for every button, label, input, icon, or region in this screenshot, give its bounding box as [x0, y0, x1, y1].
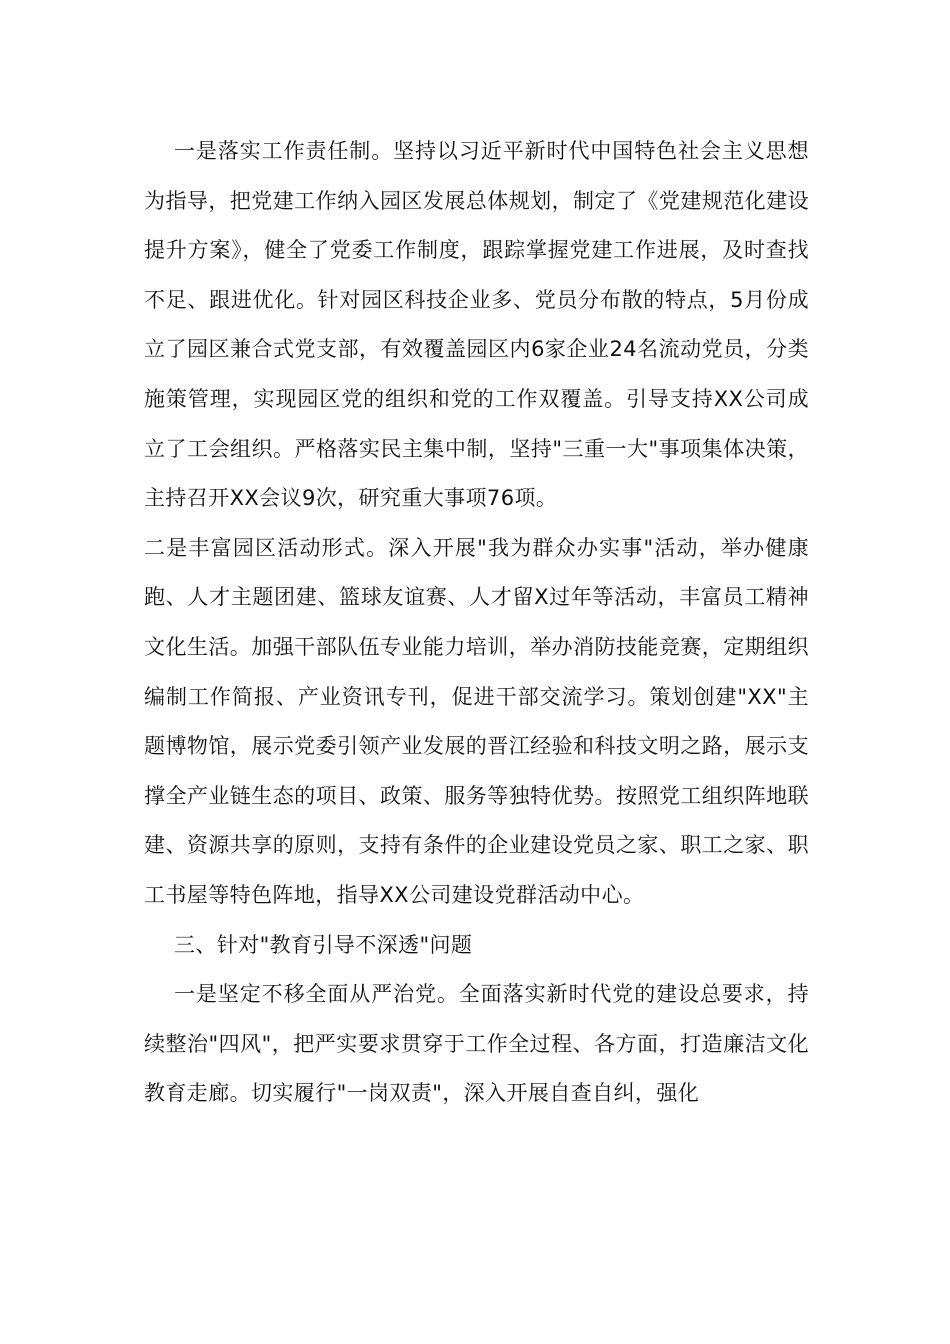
paragraph-responsibility-system: 一是落实工作责任制。坚持以习近平新时代中国特色社会主义思想为指导，把党建工作纳入园区发展总体规划，制定了《党建规范化建设提升方案》，健全了党委工作制度，跟踪掌握党建工作进展，及时查找不足、跟进优化。针对园区科技企业多、党员分布散的特点，5月份成立了园区兼合式党支部，有效覆盖园区内6家企业24名流动党员，分类施策管理，实现园区党的组织和党的工作双覆盖。引导支持XX公司成立了工会组织。严格落实民主集中制，坚持"三重一大"事项集体决策，主持召开XX会议9次，研究重大事项76项。 [144, 139, 809, 511]
section-heading-education-guidance: 三、针对"教育引导不深透"问题 [174, 932, 473, 957]
document-body [144, 127, 809, 1119]
paragraph-strict-party-governance: 一是坚定不移全面从严治党。全面落实新时代党的建设总要求，持续整治"四风"，把严实要求贯穿于工作全过程、各方面，打造廉洁文化教育走廊。切实履行"一岗双责"，深入开展自查自纠，强化 [144, 982, 809, 1106]
paragraph-park-activities: 二是丰富园区活动形式。深入开展"我为群众办实事"活动，举办健康跑、人才主题团建、篮球友谊赛、人才留X过年等活动，丰富员工精神文化生活。加强干部队伍专业能力培训，举办消防技能竞赛，定期组织编制工作简报、产业资讯专刊，促进干部交流学习。策划创建"XX"主题博物馆，展示党委引领产业发展的晋江经验和科技文明之路，展示支撑全产业链生态的项目、政策、服务等独特优势。按照党工组织阵地联建、资源共享的原则，支持有条件的企业建设党员之家、职工之家、职工书屋等特色阵地，指导XX公司建设党群活动中心。 [144, 535, 809, 907]
